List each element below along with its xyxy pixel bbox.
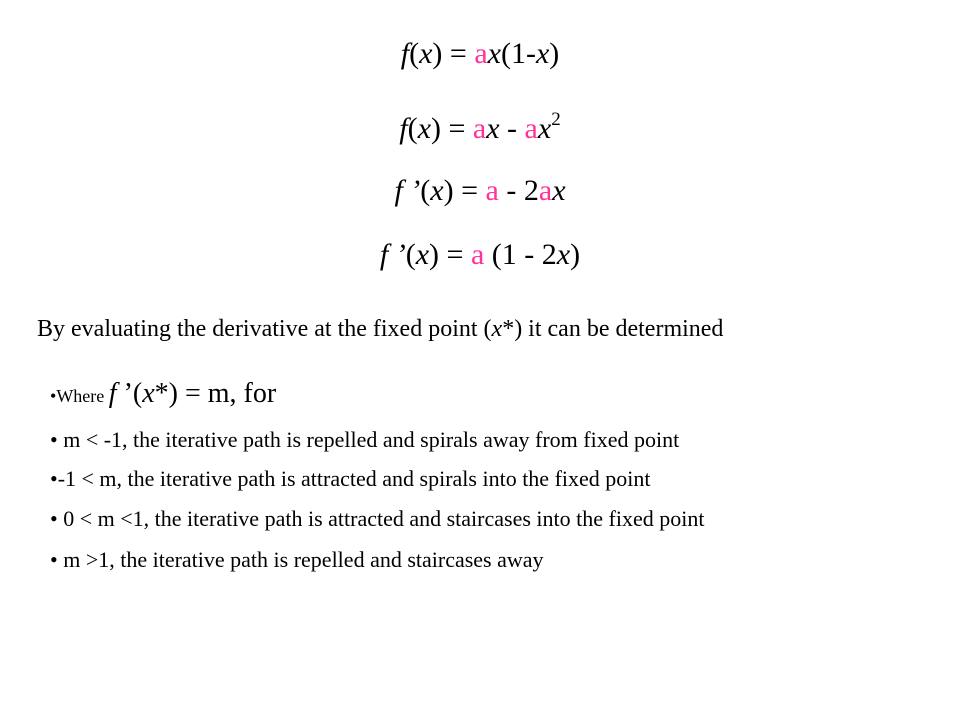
variable-x: x	[417, 112, 431, 145]
equals-sign: =	[440, 112, 473, 145]
variable-x: x	[537, 112, 552, 145]
function-symbol: f	[394, 174, 403, 207]
exponent: 2	[551, 109, 561, 130]
expression-part: (1-	[500, 37, 536, 70]
variable-x: x	[556, 238, 571, 271]
intro-text	[37, 314, 723, 344]
expression-part: - 2	[498, 174, 539, 207]
parameter-a: a	[538, 174, 553, 207]
variable-x: x	[491, 316, 503, 342]
prime-mark: ’(	[116, 378, 143, 409]
equation-derivative	[0, 173, 960, 209]
paren: )	[430, 112, 441, 145]
parameter-a: a	[524, 112, 538, 145]
paren: (	[420, 174, 431, 207]
function-symbol: f	[108, 378, 117, 409]
prime-mark: ’	[388, 238, 406, 271]
where-line	[50, 378, 276, 410]
variable-x: x	[415, 238, 430, 271]
where-label: Where	[56, 386, 109, 406]
paren: (	[407, 112, 418, 145]
condition-bullet: • 0 < m <1, the iterative path is attracted and staircases into the fixed point	[50, 506, 705, 531]
variable-x: x	[486, 112, 500, 145]
equals-sign: =	[439, 238, 471, 271]
paren: (	[409, 37, 420, 70]
equation-logistic	[0, 36, 960, 72]
minus-sign: -	[499, 112, 525, 145]
parameter-a: a	[470, 238, 485, 271]
expression-part: (1 - 2	[484, 238, 557, 271]
condition-bullet: • m >1, the iterative path is repelled and staircases away	[50, 547, 544, 572]
variable-x: x	[142, 378, 155, 409]
variable-x: x	[430, 174, 444, 207]
variable-x: x	[535, 37, 550, 70]
where-condition: *) = m, for	[154, 378, 277, 409]
variable-x: x	[487, 37, 501, 70]
prime-mark: ’	[402, 174, 421, 207]
function-symbol: f	[400, 37, 410, 70]
variable-x: x	[552, 174, 566, 207]
equals-sign: =	[442, 37, 475, 70]
paren: (	[405, 238, 416, 271]
parameter-a: a	[474, 37, 488, 70]
variable-x: x	[419, 37, 433, 70]
paren: )	[570, 238, 581, 271]
bullet: •	[50, 386, 57, 406]
paren: )	[432, 37, 443, 70]
function-symbol: f	[399, 112, 408, 145]
paren: )	[549, 37, 560, 70]
parameter-a: a	[485, 174, 499, 207]
function-symbol: f	[379, 238, 389, 271]
condition-bullet: • m < -1, the iterative path is repelled and spirals away from fixed point	[50, 427, 680, 452]
equals-sign: =	[453, 174, 486, 207]
paren: )	[443, 174, 454, 207]
intro-text-end: *) it can be determined	[502, 316, 724, 342]
condition-bullet: •-1 < m, the iterative path is attracted and spirals into the fixed point	[50, 466, 651, 491]
equation-derivative-factored	[0, 237, 960, 273]
paren: )	[429, 238, 440, 271]
equation-expanded	[0, 111, 960, 147]
parameter-a: a	[472, 112, 487, 145]
intro-text-start: By evaluating the derivative at the fixed point (	[37, 316, 492, 342]
